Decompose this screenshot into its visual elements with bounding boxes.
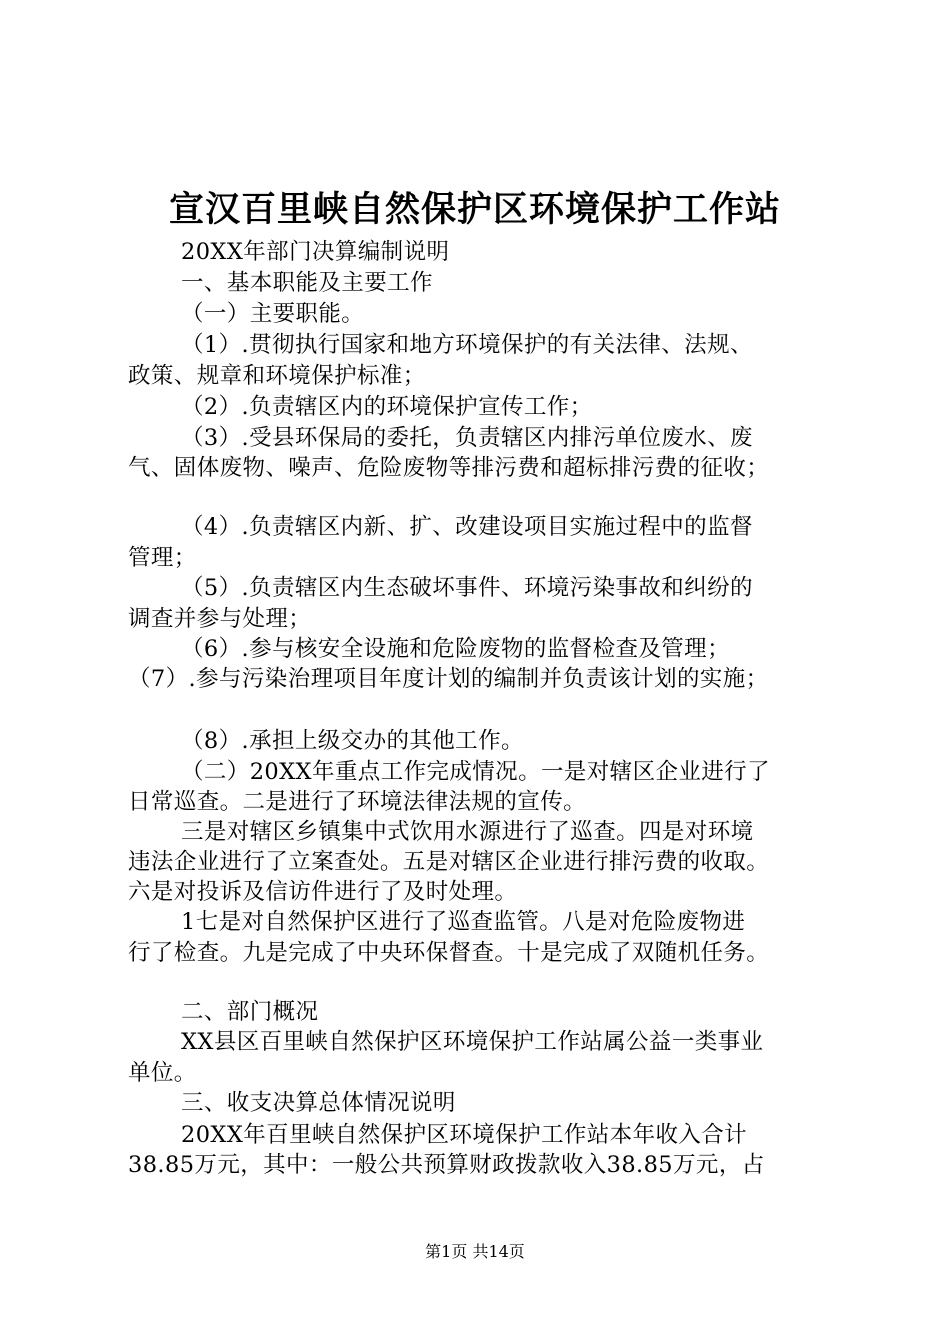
document-title: 宣汉百里峡自然保护区环境保护工作站 <box>168 189 781 230</box>
text-line: （2）.负责辖区内的环境保护宣传工作； <box>181 394 593 420</box>
text-line: （6）.参与核安全设施和危险废物的监督检查及管理； <box>181 636 730 662</box>
text-line: 20XX年百里峡自然保护区环境保护工作站本年收入合计 <box>181 1122 748 1148</box>
text-line: 二、部门概况 <box>181 999 319 1025</box>
text-line: 管理； <box>128 545 197 571</box>
text-line: 单位。 <box>128 1060 197 1086</box>
text-line: 行了检查。九是完成了中央环保督查。十是完成了双随机任务。 <box>128 940 770 966</box>
text-line: （3）.受县环保局的委托，负责辖区内排污单位废水、废 <box>181 425 753 451</box>
text-line: 1七是对自然保护区进行了巡查监管。八是对危险废物进 <box>181 909 746 935</box>
text-line: 气、固体废物、噪声、危险废物等排污费和超标排污费的征收； <box>128 455 770 481</box>
text-line: （二）20XX年重点工作完成情况。一是对辖区企业进行了 <box>181 759 770 785</box>
text-line: （1）.贯彻执行国家和地方环境保护的有关法律、法规、 <box>181 332 753 358</box>
text-line: （4）.负责辖区内新、扩、改建设项目实施过程中的监督 <box>181 514 753 540</box>
text-line: XX县区百里峡自然保护区环境保护工作站属公益一类事业 <box>181 1029 764 1055</box>
text-line: 六是对投诉及信访件进行了及时处理。 <box>128 879 518 905</box>
text-line: （7）.参与污染治理项目年度计划的编制并负责该计划的实施； <box>128 666 769 692</box>
text-line: 调查并参与处理； <box>128 606 312 632</box>
text-line: 政策、规章和环境保护标准； <box>128 363 426 389</box>
text-line: （一）主要职能。 <box>181 301 365 327</box>
text-line: 20XX年部门决算编制说明 <box>181 239 450 265</box>
text-line: （8）.承担上级交办的其他工作。 <box>181 728 524 754</box>
text-line: 违法企业进行了立案查处。五是对辖区企业进行排污费的收取。 <box>128 849 770 875</box>
text-line: 三是对辖区乡镇集中式饮用水源进行了巡查。四是对环境 <box>181 819 754 845</box>
text-line: 三、收支决算总体情况说明 <box>181 1090 456 1116</box>
page-footer: 第1页 共14页 <box>425 1242 525 1261</box>
text-line: 日常巡查。二是进行了环境法律法规的宣传。 <box>128 789 587 815</box>
text-line: （5）.负责辖区内生态破坏事件、环境污染事故和纠纷的 <box>181 575 753 601</box>
text-line: 38.85万元，其中：一般公共预算财政拨款收入38.85万元，占 <box>128 1152 765 1178</box>
text-line: 一、基本职能及主要工作 <box>181 270 433 296</box>
